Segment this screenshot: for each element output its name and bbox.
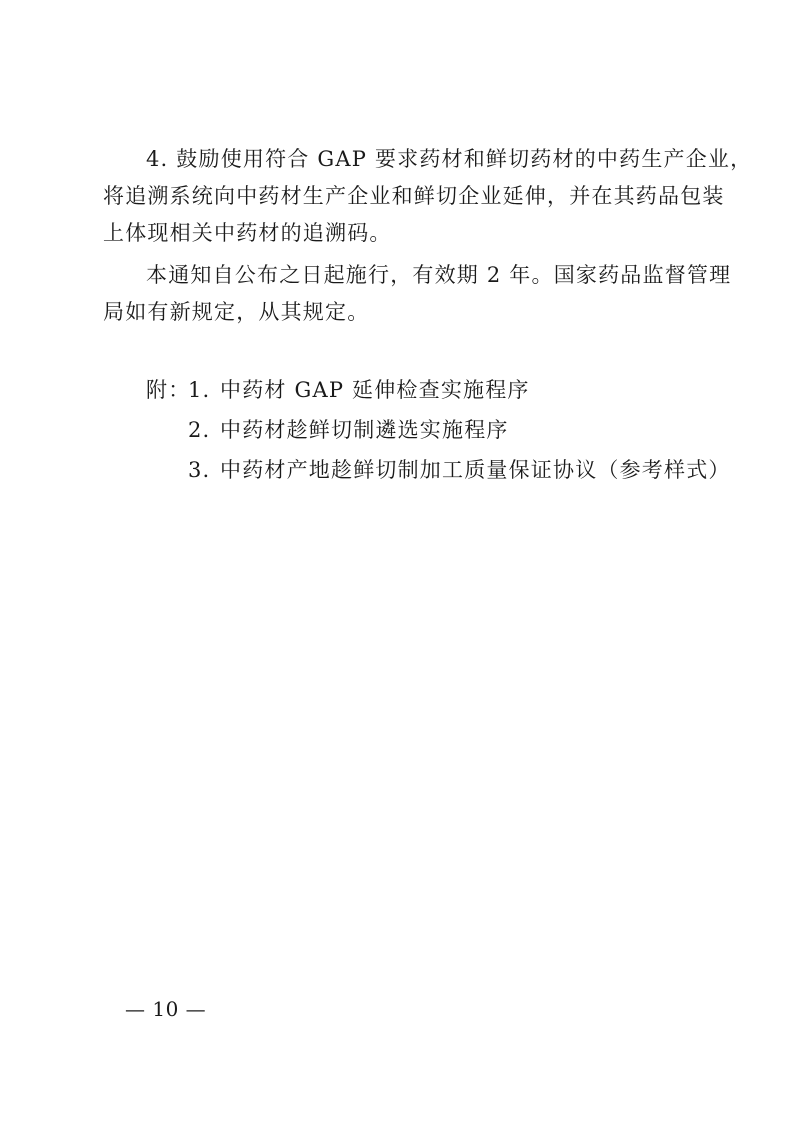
attachment-title: 中药材产地趁鲜切制加工质量保证协议（参考样式）	[220, 458, 731, 482]
attachment-item	[188, 452, 731, 489]
attachments-list	[0, 372, 793, 492]
page-number: — 10 —	[125, 997, 207, 1021]
paragraph-line: 4. 鼓励使用符合 GAP 要求药材和鲜切药材的中药生产企业，	[146, 147, 753, 171]
attachment-number: 3.	[188, 458, 211, 482]
paragraph-traceability	[103, 141, 753, 252]
paragraph-line: 本通知自公布之日起施行，有效期 2 年。国家药品监督管理	[146, 263, 732, 287]
attachment-title: 中药材趁鲜切制遴选实施程序	[220, 418, 509, 442]
paragraph-line: 将追溯系统向中药材生产企业和鲜切企业延伸，并在其药品包装	[103, 184, 725, 208]
attachment-number: 1.	[188, 378, 211, 402]
attachment-title: 中药材 GAP 延伸检查实施程序	[220, 378, 530, 402]
attachments-label: 附：	[146, 378, 191, 402]
attachment-item	[188, 372, 530, 409]
paragraph-line: 上体现相关中药材的追溯码。	[103, 221, 392, 245]
attachment-number: 2.	[188, 418, 211, 442]
paragraph-effective-date	[103, 257, 732, 331]
paragraph-line: 局如有新规定，从其规定。	[103, 300, 370, 324]
attachment-item	[188, 412, 509, 449]
